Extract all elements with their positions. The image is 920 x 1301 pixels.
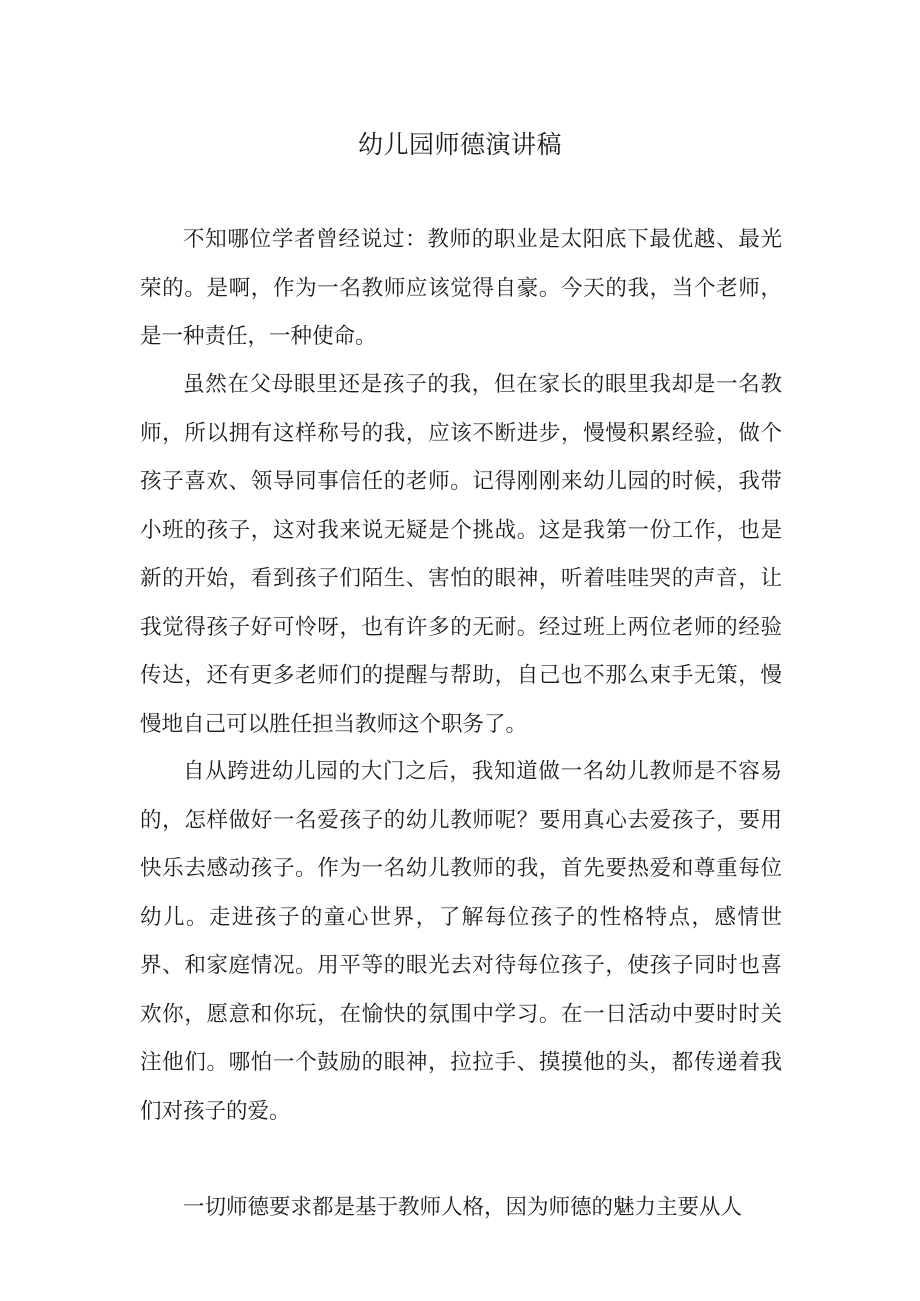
paragraph-text: 不知哪位学者曾经说过：教师的职业是太阳底下最优越、最光荣的。是啊，作为一名教师应该觉得自豪。今天的我，当个老师，是一种责任，一种使命。 <box>140 227 782 349</box>
paragraph-4 <box>140 1184 782 1233</box>
paragraph-3 <box>140 748 782 1136</box>
paragraph-text: 自从跨进幼儿园的大门之后，我知道做一名幼儿教师是不容易的，怎样做好一名爱孩子的幼儿教师呢？要用真心去爱孩子，要用快乐去感动孩子。作为一名幼儿教师的我，首先要热爱和尊重每位幼儿。走进孩子的童心世界，了解每位孩子的性格特点，感情世界、和家庭情况。用平等的眼光去对待每位孩子，使孩子同时也喜欢你，愿意和你玩，在愉快的氛围中学习。在一日活动中要时时关注他们。哪怕一个鼓励的眼神，拉拉手、摸摸他的头，都传递着我们对孩子的爱。 <box>140 759 782 1124</box>
paragraph-2 <box>140 361 782 749</box>
document-title: 幼儿园师德演讲稿 <box>357 130 562 159</box>
paragraph-text: 虽然在父母眼里还是孩子的我，但在家长的眼里我却是一名教师，所以拥有这样称号的我，应该不断进步，慢慢积累经验，做个孩子喜欢、领导同事信任的老师。记得刚刚来幼儿园的时候，我带小班的孩子，这对我来说无疑是个挑战。这是我第一份工作，也是新的开始，看到孩子们陌生、害怕的眼神，听着哇哇哭的声音，让我觉得孩子好可怜呀，也有许多的无耐。经过班上两位老师的经验传达，还有更多老师们的提醒与帮助，自己也不那么束手无策，慢慢地自己可以胜任担当教师这个职务了。 <box>140 372 782 737</box>
paragraph-1 <box>140 216 782 362</box>
paragraph-text: 一切师德要求都是基于教师人格，因为师德的魅力主要从人 <box>183 1195 743 1220</box>
